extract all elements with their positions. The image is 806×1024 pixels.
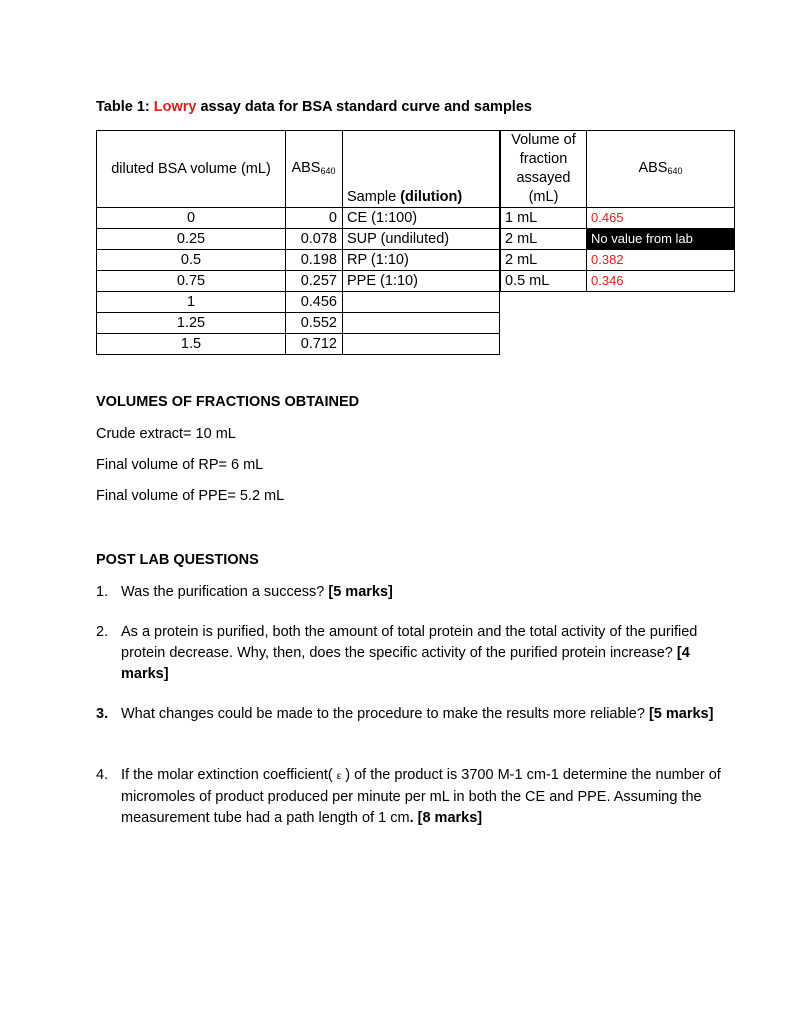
question-4-text-b: ) of the product is 3700 M-1 cm-1 determine the number of micromoles of product produced per minute per mL in both the CE and PPE. Assuming the measurement tube had a path length of 1 cm xyxy=(121,767,721,826)
post-lab-heading: POST LAB QUESTIONS xyxy=(96,552,259,568)
table-row xyxy=(97,334,500,355)
table-row xyxy=(97,229,500,250)
volume-cell: 0.75 xyxy=(97,271,286,292)
question-4-marks: . [8 marks] xyxy=(409,810,483,826)
volume-assayed-cell: 2 mL xyxy=(501,229,587,250)
sample-cell xyxy=(343,292,500,313)
volume-cell: 0.5 xyxy=(97,250,286,271)
header-abs640 xyxy=(286,131,343,208)
table-title xyxy=(96,99,532,115)
question-1-text: Was the purification a success? xyxy=(121,584,329,600)
header-sample-abs640 xyxy=(587,131,735,208)
table-title-highlight: Lowry xyxy=(153,99,197,115)
sample-abs-cell: 0.382 xyxy=(587,250,735,271)
question-3 xyxy=(96,704,736,725)
volume-cell: 0 xyxy=(97,208,286,229)
volume-assayed-cell: 2 mL xyxy=(501,250,587,271)
epsilon-symbol: ε xyxy=(336,771,342,782)
table-row xyxy=(501,229,735,250)
sample-cell xyxy=(343,313,500,334)
table-row xyxy=(97,250,500,271)
header-sample-abs-sub: 640 xyxy=(667,165,683,176)
table-row xyxy=(97,271,500,292)
abs-cell: 0 xyxy=(286,208,343,229)
table-title-prefix: Table 1: xyxy=(96,99,154,115)
header-volume-assayed: Volume of fraction assayed (mL) xyxy=(501,131,587,208)
question-1-marks: [5 marks] xyxy=(328,584,393,600)
volume-cell: 1.5 xyxy=(97,334,286,355)
question-4 xyxy=(96,765,736,829)
header-abs-sub: 640 xyxy=(320,165,336,176)
standard-curve-table xyxy=(96,130,500,355)
question-2-text: As a protein is purified, both the amount of total protein and the total activity of the purified protein decrease. Why, then, does the specific activity of the purified protein increase? xyxy=(121,624,698,661)
question-1 xyxy=(96,582,736,603)
table-row xyxy=(97,313,500,334)
sample-cell: CE (1:100) xyxy=(343,208,500,229)
question-2 xyxy=(96,622,736,685)
header-diluted-volume: diluted BSA volume (mL) xyxy=(97,131,286,208)
question-3-marks: [5 marks] xyxy=(648,706,714,722)
abs-cell: 0.712 xyxy=(286,334,343,355)
table-row xyxy=(97,208,500,229)
question-3-text: What changes could be made to the procedure to make the results more reliable? xyxy=(121,706,649,722)
sample-cell: RP (1:10) xyxy=(343,250,500,271)
abs-cell: 0.552 xyxy=(286,313,343,334)
header-dilution-label: (dilution) xyxy=(400,189,463,205)
sample-cell: PPE (1:10) xyxy=(343,271,500,292)
question-2-number: 2. xyxy=(96,624,109,640)
question-2-marks: [4 marks] xyxy=(121,645,690,682)
volume-assayed-cell: 0.5 mL xyxy=(501,271,587,292)
sample-table xyxy=(500,130,735,292)
table-row xyxy=(501,271,735,292)
abs-cell: 0.257 xyxy=(286,271,343,292)
fraction-crude-extract: Crude extract= 10 mL xyxy=(96,426,236,442)
volume-cell: 0.25 xyxy=(97,229,286,250)
fraction-rp-volume: Final volume of RP= 6 mL xyxy=(96,457,264,473)
volume-cell: 1 xyxy=(97,292,286,313)
sample-abs-cell: 0.465 xyxy=(587,208,735,229)
volume-assayed-cell: 1 mL xyxy=(501,208,587,229)
question-4-number: 4. xyxy=(96,767,109,783)
question-4-text-a: If the molar extinction coefficient( xyxy=(121,767,337,783)
table-row xyxy=(501,250,735,271)
abs-cell: 0.456 xyxy=(286,292,343,313)
sample-cell xyxy=(343,334,500,355)
sample-abs-cell: 0.346 xyxy=(587,271,735,292)
no-value-cell: No value from lab xyxy=(587,229,735,250)
table-row xyxy=(501,208,735,229)
volume-cell: 1.25 xyxy=(97,313,286,334)
question-3-number: 3. xyxy=(96,706,109,722)
header-sample-abs-label: ABS xyxy=(638,159,668,176)
sample-cell: SUP (undiluted) xyxy=(343,229,500,250)
header-sample-dilution xyxy=(343,131,500,208)
table-title-suffix: assay data for BSA standard curve and samples xyxy=(196,99,532,115)
fraction-ppe-volume: Final volume of PPE= 5.2 mL xyxy=(96,488,285,504)
abs-cell: 0.078 xyxy=(286,229,343,250)
fractions-heading: VOLUMES OF FRACTIONS OBTAINED xyxy=(96,394,360,410)
abs-cell: 0.198 xyxy=(286,250,343,271)
sample-table-header-row xyxy=(501,131,735,208)
table-row xyxy=(97,292,500,313)
header-abs-label: ABS xyxy=(291,159,321,176)
header-sample-label: Sample xyxy=(347,189,401,205)
standard-table-header-row xyxy=(97,131,500,208)
question-1-number: 1. xyxy=(96,584,109,600)
